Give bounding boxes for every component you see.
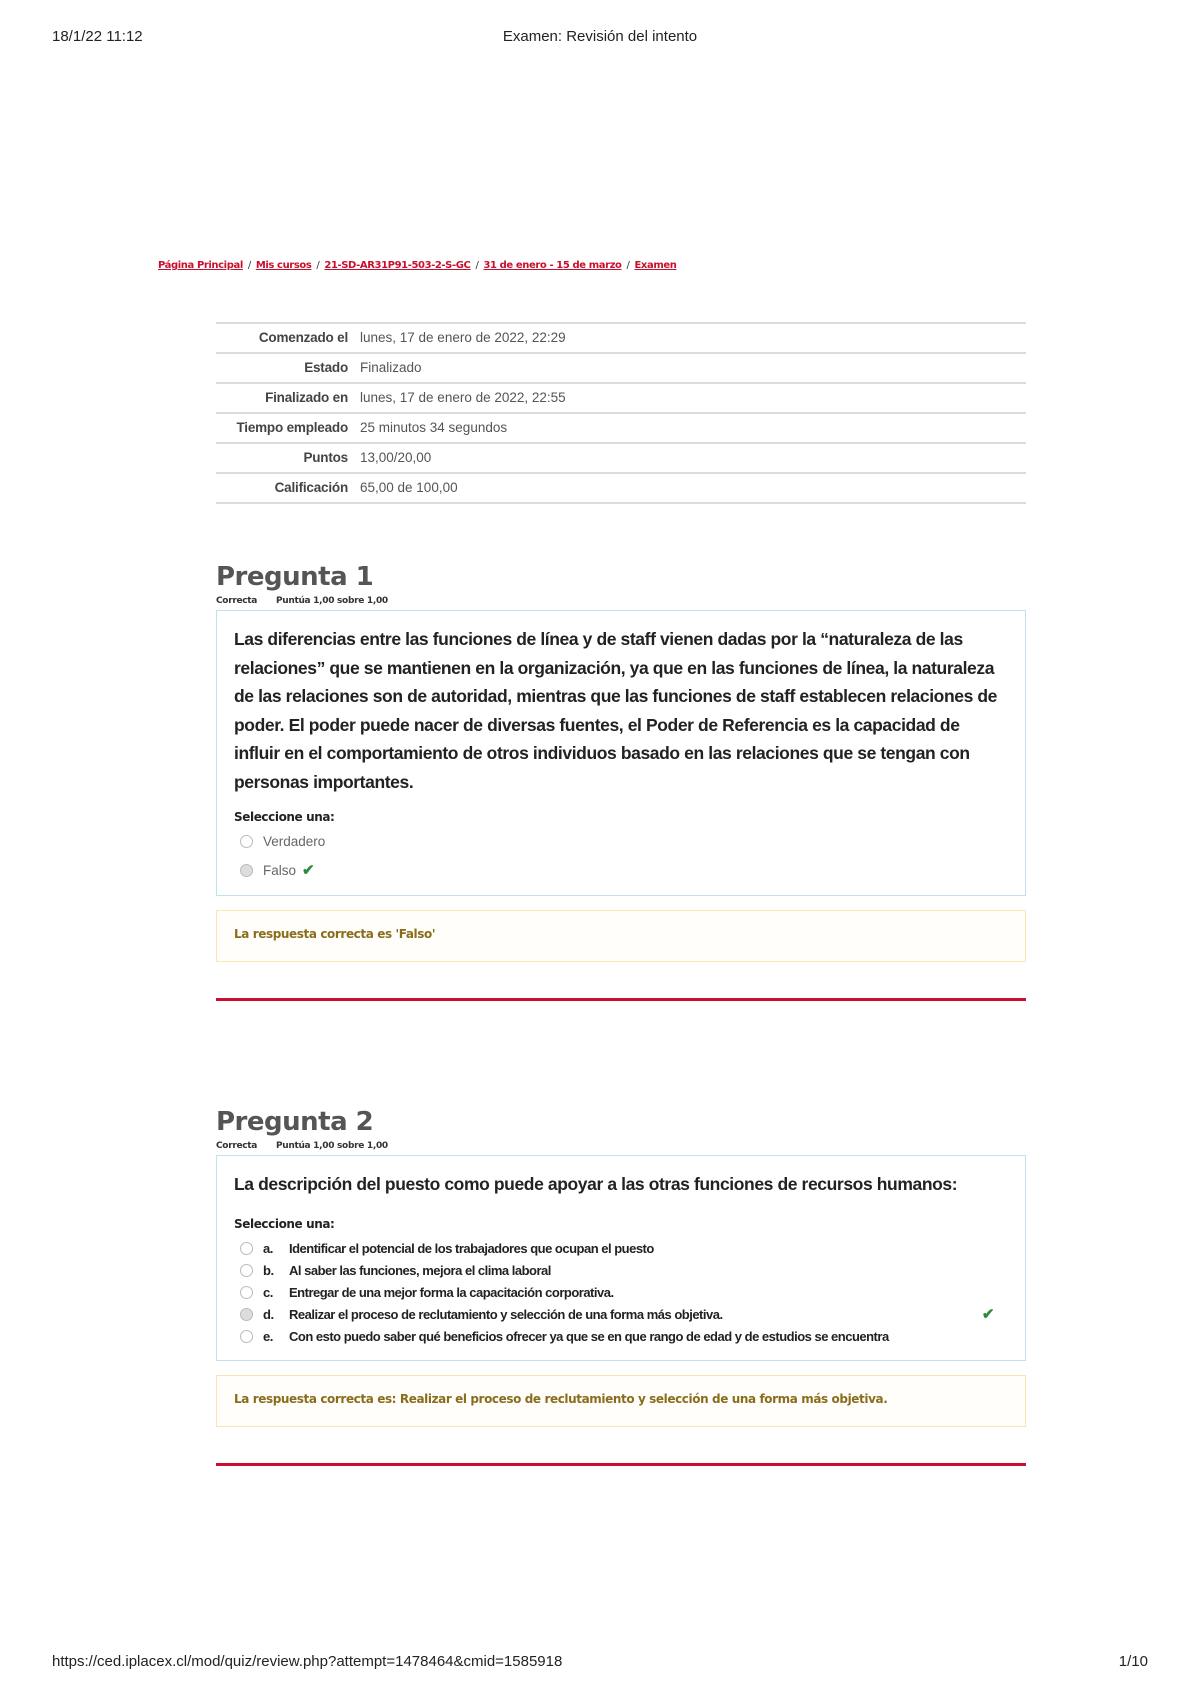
summary-value: 13,00/20,00 xyxy=(360,450,432,465)
question-2 xyxy=(216,1107,1026,1466)
summary-row xyxy=(216,443,1026,473)
check-icon: ✔ xyxy=(302,862,315,879)
summary-row xyxy=(216,413,1026,443)
summary-row xyxy=(216,323,1026,353)
answer-option[interactable] xyxy=(234,1329,1008,1344)
summary-label: Estado xyxy=(304,360,348,375)
correct-answer-feedback: La respuesta correcta es: Realizar el proceso de reclutamiento y selección de una forma más objetiva. xyxy=(216,1375,1026,1427)
answer-option[interactable] xyxy=(234,861,1008,879)
summary-value: lunes, 17 de enero de 2022, 22:29 xyxy=(360,330,566,345)
answer-option[interactable] xyxy=(234,834,1008,849)
summary-row xyxy=(216,473,1026,503)
breadcrumb-separator: / xyxy=(626,260,630,271)
radio-icon[interactable] xyxy=(240,835,253,848)
answer-option[interactable] xyxy=(234,1263,1008,1278)
correct-answer-feedback: La respuesta correcta es 'Falso' xyxy=(216,910,1026,962)
summary-value: Finalizado xyxy=(360,360,422,375)
summary-label: Calificación xyxy=(274,480,348,495)
option-label: Verdadero xyxy=(263,834,326,849)
breadcrumb xyxy=(158,260,676,271)
summary-value: 65,00 de 100,00 xyxy=(360,480,458,495)
option-letter: b. xyxy=(263,1262,274,1278)
print-footer xyxy=(0,1653,1200,1673)
print-title: Examen: Revisión del intento xyxy=(502,28,698,45)
radio-icon[interactable] xyxy=(240,1264,253,1277)
option-label: Entregar de una mejor forma la capacitación corporativa. xyxy=(289,1284,614,1300)
radio-icon[interactable] xyxy=(240,1286,253,1299)
summary-label: Puntos xyxy=(303,450,348,465)
answer-option[interactable] xyxy=(234,1241,1008,1256)
question-divider xyxy=(216,998,1026,1001)
question-title: Pregunta 1 xyxy=(216,562,374,592)
breadcrumb-section[interactable]: 31 de enero - 15 de marzo xyxy=(483,260,622,271)
summary-row xyxy=(216,353,1026,383)
option-letter: d. xyxy=(263,1306,274,1322)
breadcrumb-my-courses[interactable]: Mis cursos xyxy=(255,260,312,271)
question-1 xyxy=(216,562,1026,1001)
summary-row xyxy=(216,383,1026,413)
question-score: Puntúa 1,00 sobre 1,00 xyxy=(275,1141,388,1151)
summary-label: Tiempo empleado xyxy=(236,420,348,435)
radio-icon[interactable] xyxy=(240,1308,253,1321)
answer-prompt: Seleccione una: xyxy=(234,810,335,824)
summary-value: 25 minutos 34 segundos xyxy=(360,420,508,435)
breadcrumb-separator: / xyxy=(316,260,320,271)
attempt-summary-table xyxy=(216,322,1026,504)
option-letter: e. xyxy=(263,1328,273,1344)
print-datetime: 18/1/22 11:12 xyxy=(52,28,143,45)
option-label: Realizar el proceso de reclutamiento y selección de una forma más objetiva. xyxy=(289,1306,723,1322)
option-label: Identificar el potencial de los trabajadores que ocupan el puesto xyxy=(289,1240,654,1256)
option-label: Falso xyxy=(263,862,297,878)
question-text: Las diferencias entre las funciones de línea y de staff vienen dadas por la “naturaleza de las relaciones” que se mantienen en la organización, ya que en las funciones de línea, la naturaleza de las relaciones son de autoridad, mientras que las funciones de staff establecen relaciones de poder. El poder puede nacer de diversas fuentes, el Poder de Referencia es la capacidad de influir en el comportamiento de otros individuos basado en las relaciones que se tengan con personas importantes. xyxy=(234,629,997,792)
question-info xyxy=(216,596,1026,606)
question-content xyxy=(216,610,1026,896)
summary-label: Finalizado en xyxy=(265,390,348,405)
question-status: Correcta xyxy=(216,596,258,606)
radio-icon[interactable] xyxy=(240,1330,253,1343)
summary-label: Comenzado el xyxy=(258,330,348,345)
option-letter: c. xyxy=(263,1284,273,1300)
question-divider xyxy=(216,1463,1026,1466)
question-text: La descripción del puesto como puede apoyar a las otras funciones de recursos humanos: xyxy=(234,1174,958,1194)
summary-value: lunes, 17 de enero de 2022, 22:55 xyxy=(360,390,566,405)
answer-option[interactable] xyxy=(234,1307,1008,1322)
breadcrumb-quiz[interactable]: Examen xyxy=(634,260,677,271)
radio-icon[interactable] xyxy=(240,864,253,877)
breadcrumb-separator: / xyxy=(475,260,479,271)
answer-option[interactable] xyxy=(234,1285,1008,1300)
radio-icon[interactable] xyxy=(240,1242,253,1255)
page-number: 1/10 xyxy=(1118,1653,1148,1670)
question-content xyxy=(216,1155,1026,1361)
question-info xyxy=(216,1141,1026,1151)
breadcrumb-separator: / xyxy=(247,260,251,271)
print-url: https://ced.iplacex.cl/mod/quiz/review.php?attempt=1478464&cmid=1585918 xyxy=(52,1653,563,1670)
option-label: Con esto puedo saber qué beneficios ofrecer ya que se en que rango de edad y de estudios se encuentra xyxy=(289,1328,889,1344)
breadcrumb-home[interactable]: Página Principal xyxy=(158,260,243,271)
answer-prompt: Seleccione una: xyxy=(234,1216,335,1231)
question-title: Pregunta 2 xyxy=(216,1107,374,1137)
option-letter: a. xyxy=(263,1240,273,1256)
breadcrumb-course[interactable]: 21-SD-AR31P91-503-2-S-GC xyxy=(324,260,471,271)
question-score: Puntúa 1,00 sobre 1,00 xyxy=(275,596,388,606)
check-icon: ✔ xyxy=(981,1306,994,1323)
print-header xyxy=(0,28,1200,48)
question-status: Correcta xyxy=(216,1141,258,1151)
option-label: Al saber las funciones, mejora el clima laboral xyxy=(289,1262,551,1278)
